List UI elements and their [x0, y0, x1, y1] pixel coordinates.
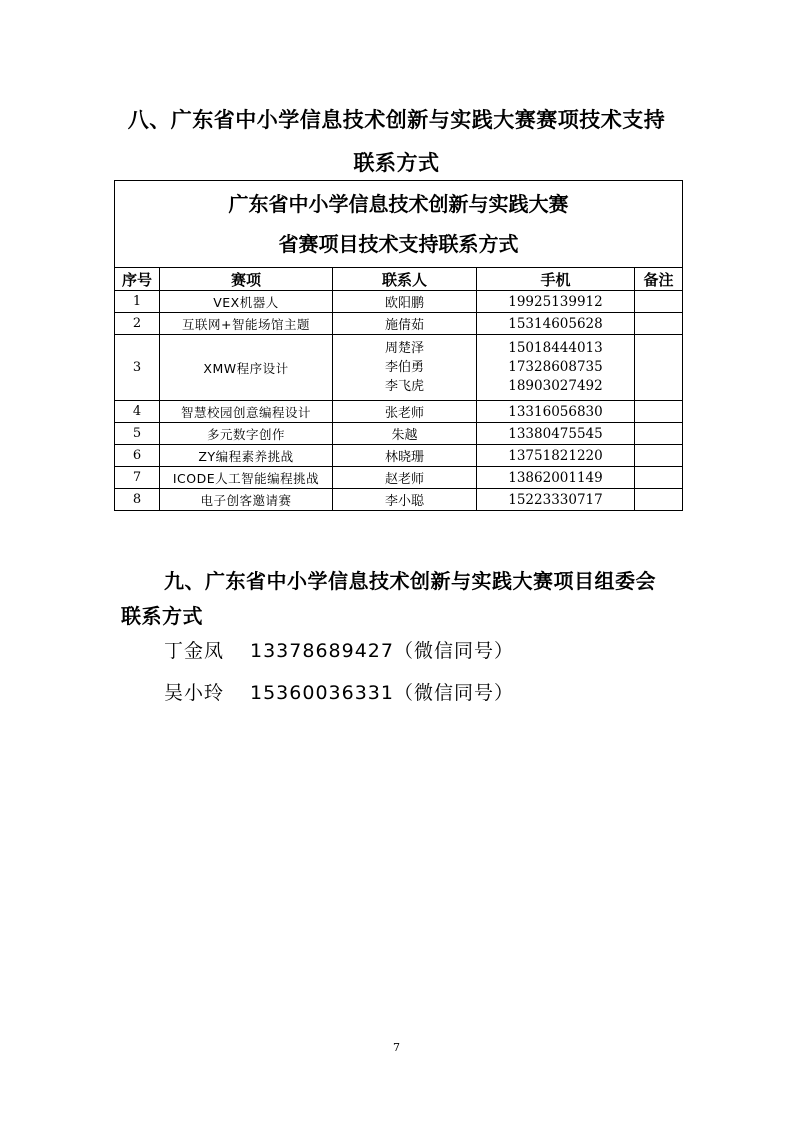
row-phone: 13751821220 [477, 445, 635, 467]
section-9-heading-line1: 九、广东省中小学信息技术创新与实践大赛项目组委会 [164, 569, 656, 593]
header-no: 序号 [115, 268, 160, 291]
row-note [635, 291, 683, 313]
row-phone: 13862001149 [477, 467, 635, 489]
contact-name: 周楚泽 [384, 341, 424, 356]
contact-note: （微信同号） [393, 682, 514, 704]
row-contact: 张老师 [333, 401, 477, 423]
page-number: 7 [393, 1041, 400, 1054]
row-contact [333, 335, 477, 401]
row-event: 智慧校园创意编程设计 [160, 401, 333, 423]
row-note [635, 489, 683, 511]
row-no: 3 [115, 335, 160, 401]
contact-name: 李伯勇 [384, 360, 424, 375]
row-phone: 15223330717 [477, 489, 635, 511]
committee-contact [164, 636, 514, 663]
header-event: 赛项 [160, 268, 333, 291]
contact-name: 丁金凤 [164, 640, 225, 662]
table-row [115, 489, 683, 511]
row-event: 互联网+智能场馆主题 [160, 313, 333, 335]
table-title-line1: 广东省中小学信息技术创新与实践大赛 [228, 192, 569, 216]
row-no: 4 [115, 401, 160, 423]
contact-name: 李飞虎 [384, 379, 424, 394]
table-title-line2: 省赛项目技术支持联系方式 [278, 232, 519, 256]
table-row [115, 291, 683, 313]
row-event: VEX机器人 [160, 291, 333, 313]
row-note [635, 445, 683, 467]
row-note [635, 313, 683, 335]
header-phone: 手机 [477, 268, 635, 291]
row-note [635, 467, 683, 489]
row-note [635, 335, 683, 401]
row-phone [477, 335, 635, 401]
row-event: 电子创客邀请赛 [160, 489, 333, 511]
section-8-heading-line2: 联系方式 [353, 151, 440, 175]
row-note [635, 401, 683, 423]
row-contact: 朱越 [333, 423, 477, 445]
table-row [115, 423, 683, 445]
table-title [115, 181, 683, 268]
row-phone: 15314605628 [477, 313, 635, 335]
row-phone: 13316056830 [477, 401, 635, 423]
table-row [115, 467, 683, 489]
row-event: ZY编程素养挑战 [160, 445, 333, 467]
row-phone: 19925139912 [477, 291, 635, 313]
row-no: 7 [115, 467, 160, 489]
committee-contact [164, 678, 514, 705]
row-no: 5 [115, 423, 160, 445]
row-event: XMW程序设计 [160, 335, 333, 401]
support-contact-table [114, 180, 683, 511]
header-note: 备注 [635, 268, 683, 291]
row-event: ICODE人工智能编程挑战 [160, 467, 333, 489]
contact-note: （微信同号） [393, 640, 514, 662]
section-9-heading-line2: 联系方式 [121, 604, 203, 628]
contact-phone: 15360036331 [250, 682, 394, 704]
table-row [115, 313, 683, 335]
row-no: 6 [115, 445, 160, 467]
row-contact: 李小聪 [333, 489, 477, 511]
row-contact: 赵老师 [333, 467, 477, 489]
row-no: 1 [115, 291, 160, 313]
phone-number: 17328608735 [508, 359, 603, 375]
row-note [635, 423, 683, 445]
contact-name: 吴小玲 [164, 682, 225, 704]
row-contact: 施倩茹 [333, 313, 477, 335]
table-row [115, 401, 683, 423]
table-row [115, 335, 683, 401]
row-contact: 欧阳鹏 [333, 291, 477, 313]
section-8-heading-line1: 八、广东省中小学信息技术创新与实践大赛赛项技术支持 [127, 108, 666, 132]
table-header-row [115, 268, 683, 291]
phone-number: 18903027492 [508, 378, 603, 394]
row-no: 2 [115, 313, 160, 335]
contact-phone: 13378689427 [250, 640, 394, 662]
phone-number: 15018444013 [508, 340, 603, 356]
row-event: 多元数字创作 [160, 423, 333, 445]
row-contact: 林晓珊 [333, 445, 477, 467]
row-no: 8 [115, 489, 160, 511]
header-contact: 联系人 [333, 268, 477, 291]
table-row [115, 445, 683, 467]
row-phone: 13380475545 [477, 423, 635, 445]
